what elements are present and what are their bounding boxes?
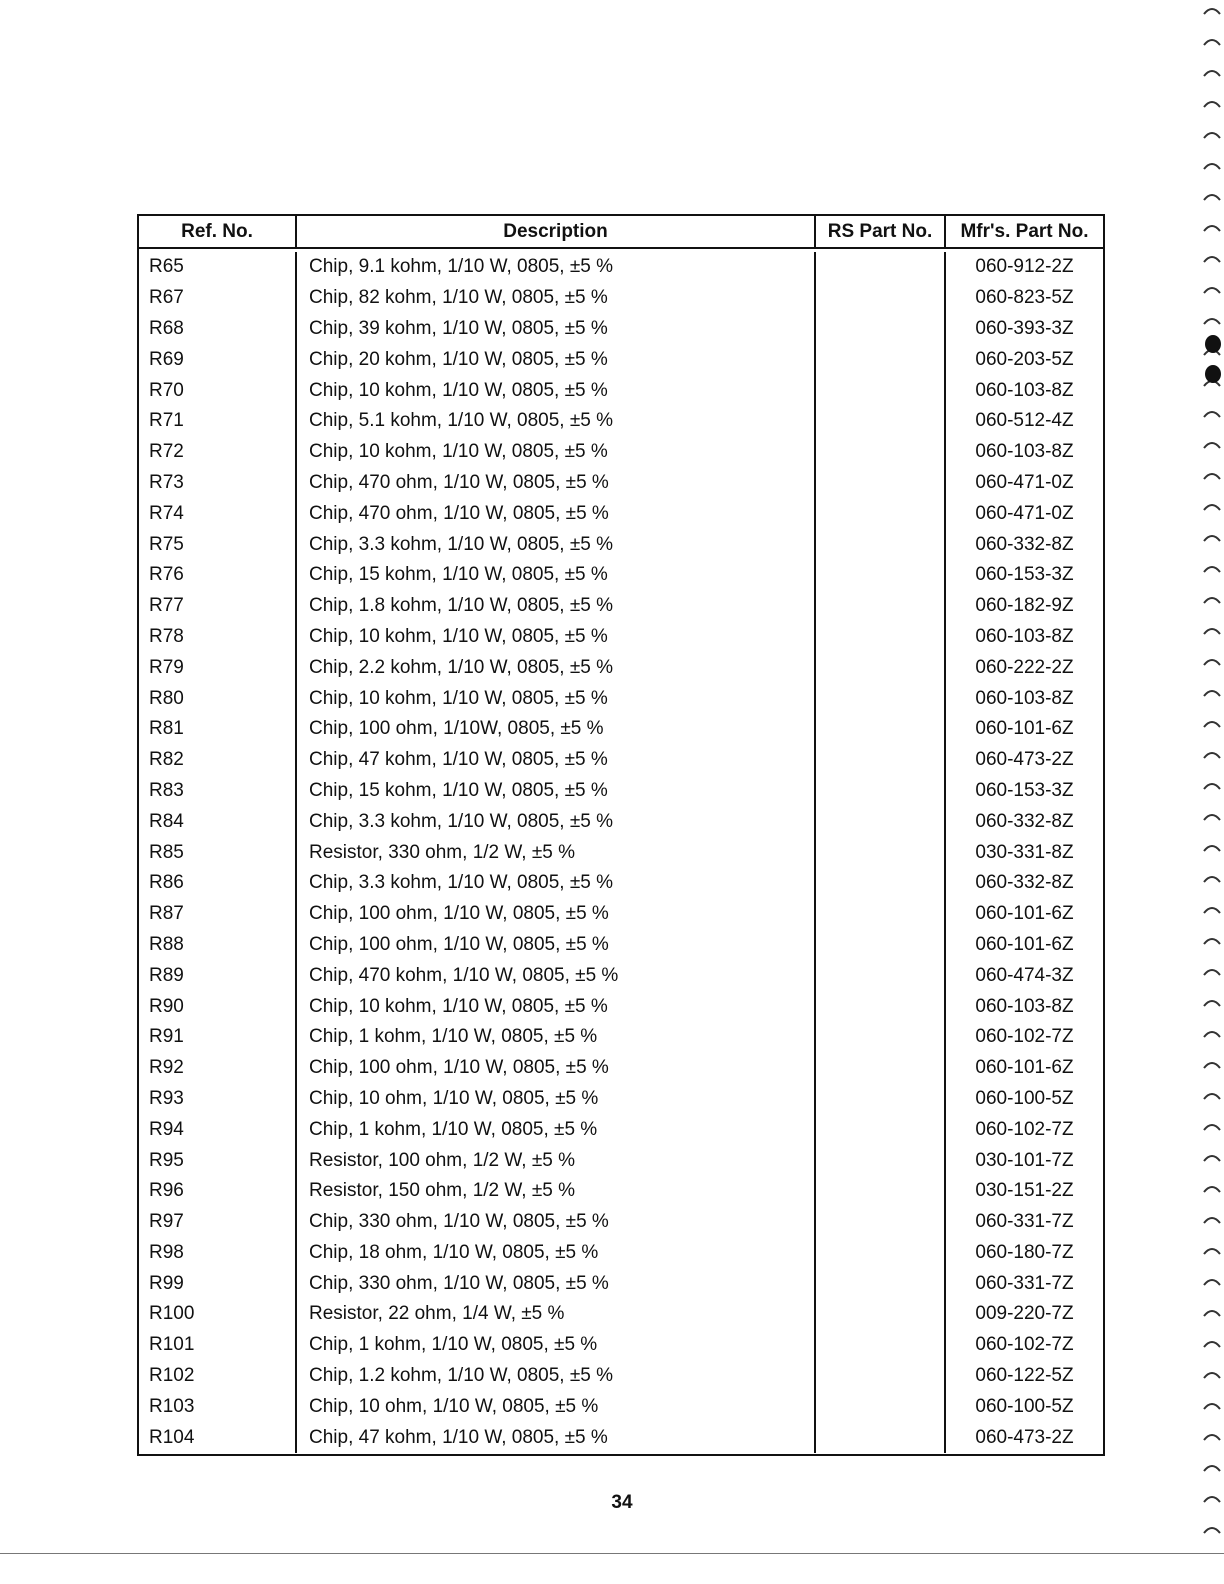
binding-arc	[1204, 877, 1220, 882]
table-row	[139, 375, 1103, 406]
binding-arc	[1204, 908, 1220, 913]
rs-part-cell	[816, 560, 946, 591]
rs-part-cell	[816, 252, 946, 283]
binding-arc	[1204, 474, 1220, 479]
table-row	[139, 283, 1103, 314]
ref-cell: R72	[139, 437, 297, 468]
ref-cell: R71	[139, 406, 297, 437]
rs-part-cell	[816, 868, 946, 899]
mfr-part-cell: 060-102-7Z	[975, 1026, 1074, 1048]
description-cell: Chip, 18 ohm, 1/10 W, 0805, ±5 %	[297, 1238, 816, 1269]
table-row	[139, 529, 1103, 560]
ref-cell: R68	[139, 314, 297, 345]
binding-arc	[1204, 1125, 1220, 1130]
ref-cell: R98	[139, 1238, 297, 1269]
mfr-part-cell: 030-331-8Z	[975, 841, 1074, 863]
mfr-part-cell: 030-151-2Z	[975, 1180, 1074, 1202]
ref-cell: R99	[139, 1268, 297, 1299]
rs-part-cell	[816, 1084, 946, 1115]
ref-cell: R90	[139, 991, 297, 1022]
rs-part-cell	[816, 776, 946, 807]
rs-part-cell	[816, 1053, 946, 1084]
mfr-part-cell: 030-101-7Z	[975, 1149, 1074, 1171]
binding-arc	[1204, 1218, 1220, 1223]
binding-arc	[1204, 1373, 1220, 1378]
mfr-part-cell: 060-393-3Z	[975, 317, 1074, 339]
binding-arc	[1204, 1435, 1220, 1440]
rs-part-cell	[816, 468, 946, 499]
ref-cell: R73	[139, 468, 297, 499]
table-row	[139, 868, 1103, 899]
mfr-part-cell: 060-100-5Z	[975, 1395, 1074, 1417]
ref-cell: R77	[139, 591, 297, 622]
rs-part-cell	[816, 837, 946, 868]
mfr-part-cell: 060-222-2Z	[975, 656, 1074, 678]
rs-part-cell	[816, 1391, 946, 1422]
description-cell: Resistor, 330 ohm, 1/2 W, ±5 %	[297, 837, 816, 868]
rs-part-cell	[816, 1145, 946, 1176]
table-row	[139, 591, 1103, 622]
rs-part-cell	[816, 1176, 946, 1207]
ref-cell: R75	[139, 529, 297, 560]
parts-list-table	[137, 214, 1105, 1456]
ref-cell: R104	[139, 1422, 297, 1453]
description-cell: Resistor, 22 ohm, 1/4 W, ±5 %	[297, 1299, 816, 1330]
binding-arc	[1204, 598, 1220, 603]
ref-cell: R95	[139, 1145, 297, 1176]
ref-cell: R101	[139, 1330, 297, 1361]
ref-cell: R93	[139, 1084, 297, 1115]
ref-cell: R85	[139, 837, 297, 868]
rs-part-cell	[816, 622, 946, 653]
ref-cell: R89	[139, 960, 297, 991]
description-cell: Chip, 15 kohm, 1/10 W, 0805, ±5 %	[297, 776, 816, 807]
rs-part-cell	[816, 1299, 946, 1330]
mfr-part-cell: 060-102-7Z	[975, 1334, 1074, 1356]
table-row	[139, 1053, 1103, 1084]
rs-part-cell	[816, 1022, 946, 1053]
mfr-part-cell: 060-471-0Z	[975, 471, 1074, 493]
binding-arc	[1204, 1032, 1220, 1037]
mfr-part-cell: 060-912-2Z	[975, 256, 1074, 278]
binding-arc	[1204, 722, 1220, 727]
binding-arc	[1204, 846, 1220, 851]
ref-cell: R97	[139, 1207, 297, 1238]
binding-arc	[1204, 1001, 1220, 1006]
ref-cell: R87	[139, 899, 297, 930]
binding-arc	[1204, 71, 1220, 76]
mfr-part-cell: 060-103-8Z	[975, 379, 1074, 401]
mfr-part-cell: 060-103-8Z	[975, 441, 1074, 463]
binding-arc	[1204, 1156, 1220, 1161]
rs-part-cell	[816, 529, 946, 560]
table-row	[139, 252, 1103, 283]
binding-arc	[1204, 1187, 1220, 1192]
header-mfr-part-no: Mfr's. Part No.	[960, 220, 1089, 242]
binding-edge-marks	[1184, 0, 1224, 1584]
binding-arc	[1204, 505, 1220, 510]
rs-part-cell	[816, 899, 946, 930]
binding-hole	[1205, 365, 1221, 383]
mfr-part-cell: 060-203-5Z	[975, 348, 1074, 370]
description-cell: Chip, 10 ohm, 1/10 W, 0805, ±5 %	[297, 1084, 816, 1115]
rs-part-cell	[816, 652, 946, 683]
description-cell: Chip, 5.1 kohm, 1/10 W, 0805, ±5 %	[297, 406, 816, 437]
ref-cell: R65	[139, 252, 297, 283]
description-cell: Chip, 9.1 kohm, 1/10 W, 0805, ±5 %	[297, 252, 816, 283]
binding-arc	[1204, 257, 1220, 262]
mfr-part-cell: 060-182-9Z	[975, 595, 1074, 617]
description-cell: Chip, 100 ohm, 1/10 W, 0805, ±5 %	[297, 899, 816, 930]
ref-cell: R94	[139, 1114, 297, 1145]
rs-part-cell	[816, 930, 946, 961]
description-cell: Chip, 470 kohm, 1/10 W, 0805, ±5 %	[297, 960, 816, 991]
binding-arc	[1204, 815, 1220, 820]
description-cell: Chip, 20 kohm, 1/10 W, 0805, ±5 %	[297, 344, 816, 375]
description-cell: Chip, 3.3 kohm, 1/10 W, 0805, ±5 %	[297, 529, 816, 560]
page-number: 34	[611, 1492, 633, 1513]
ref-cell: R91	[139, 1022, 297, 1053]
description-cell: Chip, 100 ohm, 1/10W, 0805, ±5 %	[297, 714, 816, 745]
rs-part-cell	[816, 406, 946, 437]
table-row	[139, 745, 1103, 776]
rs-part-cell	[816, 1361, 946, 1392]
mfr-part-cell: 060-332-8Z	[975, 872, 1074, 894]
ref-cell: R80	[139, 683, 297, 714]
rs-part-cell	[816, 375, 946, 406]
rs-part-cell	[816, 1268, 946, 1299]
description-cell: Chip, 1.2 kohm, 1/10 W, 0805, ±5 %	[297, 1361, 816, 1392]
table-row	[139, 406, 1103, 437]
ref-cell: R67	[139, 283, 297, 314]
table-row	[139, 560, 1103, 591]
table-row	[139, 837, 1103, 868]
mfr-part-cell: 060-101-6Z	[975, 903, 1074, 925]
description-cell: Chip, 470 ohm, 1/10 W, 0805, ±5 %	[297, 468, 816, 499]
rs-part-cell	[816, 344, 946, 375]
binding-arc	[1204, 133, 1220, 138]
ref-cell: R86	[139, 868, 297, 899]
binding-arc	[1204, 660, 1220, 665]
ref-cell: R74	[139, 498, 297, 529]
binding-arc	[1204, 1311, 1220, 1316]
binding-arc	[1204, 691, 1220, 696]
description-cell: Chip, 15 kohm, 1/10 W, 0805, ±5 %	[297, 560, 816, 591]
binding-arc	[1204, 9, 1220, 14]
description-cell: Chip, 10 ohm, 1/10 W, 0805, ±5 %	[297, 1391, 816, 1422]
ref-cell: R81	[139, 714, 297, 745]
mfr-part-cell: 060-101-6Z	[975, 718, 1074, 740]
description-cell: Resistor, 150 ohm, 1/2 W, ±5 %	[297, 1176, 816, 1207]
ref-cell: R100	[139, 1299, 297, 1330]
mfr-part-cell: 060-153-3Z	[975, 564, 1074, 586]
ref-cell: R83	[139, 776, 297, 807]
rs-part-cell	[816, 1330, 946, 1361]
rs-part-cell	[816, 1238, 946, 1269]
ref-cell: R82	[139, 745, 297, 776]
binding-arc	[1204, 412, 1220, 417]
binding-arc	[1204, 1249, 1220, 1254]
table-row	[139, 622, 1103, 653]
description-cell: Chip, 47 kohm, 1/10 W, 0805, ±5 %	[297, 745, 816, 776]
ref-cell: R84	[139, 806, 297, 837]
table-row	[139, 498, 1103, 529]
description-cell: Chip, 470 ohm, 1/10 W, 0805, ±5 %	[297, 498, 816, 529]
ref-cell: R102	[139, 1361, 297, 1392]
description-cell: Chip, 1.8 kohm, 1/10 W, 0805, ±5 %	[297, 591, 816, 622]
binding-arc	[1204, 1280, 1220, 1285]
table-row	[139, 314, 1103, 345]
ref-cell: R88	[139, 930, 297, 961]
rs-part-cell	[816, 991, 946, 1022]
rs-part-cell	[816, 714, 946, 745]
table-row	[139, 1022, 1103, 1053]
table-header-row	[139, 216, 1103, 249]
table-row	[139, 1330, 1103, 1361]
mfr-part-cell: 060-180-7Z	[975, 1241, 1074, 1263]
table-row	[139, 1238, 1103, 1269]
ref-cell: R70	[139, 375, 297, 406]
table-row	[139, 1361, 1103, 1392]
table-row	[139, 899, 1103, 930]
binding-arc	[1204, 1466, 1220, 1471]
binding-arc	[1204, 1342, 1220, 1347]
description-cell: Chip, 39 kohm, 1/10 W, 0805, ±5 %	[297, 314, 816, 345]
description-cell: Chip, 1 kohm, 1/10 W, 0805, ±5 %	[297, 1114, 816, 1145]
description-cell: Chip, 3.3 kohm, 1/10 W, 0805, ±5 %	[297, 868, 816, 899]
mfr-part-cell: 060-101-6Z	[975, 1057, 1074, 1079]
binding-arc	[1204, 443, 1220, 448]
description-cell: Chip, 100 ohm, 1/10 W, 0805, ±5 %	[297, 1053, 816, 1084]
ref-cell: R92	[139, 1053, 297, 1084]
description-cell: Chip, 47 kohm, 1/10 W, 0805, ±5 %	[297, 1422, 816, 1453]
binding-arc	[1204, 1404, 1220, 1409]
description-cell: Chip, 330 ohm, 1/10 W, 0805, ±5 %	[297, 1268, 816, 1299]
table-row	[139, 1084, 1103, 1115]
table-body	[139, 249, 1103, 1454]
table-row	[139, 1207, 1103, 1238]
binding-arc	[1204, 1528, 1220, 1533]
bottom-rule	[0, 1553, 1224, 1554]
table-row	[139, 468, 1103, 499]
binding-arc	[1204, 970, 1220, 975]
description-cell: Chip, 330 ohm, 1/10 W, 0805, ±5 %	[297, 1207, 816, 1238]
rs-part-cell	[816, 683, 946, 714]
binding-arc	[1204, 226, 1220, 231]
table-row	[139, 437, 1103, 468]
mfr-part-cell: 060-103-8Z	[975, 995, 1074, 1017]
mfr-part-cell: 060-102-7Z	[975, 1118, 1074, 1140]
table-row	[139, 1391, 1103, 1422]
description-cell: Chip, 100 ohm, 1/10 W, 0805, ±5 %	[297, 930, 816, 961]
binding-arc	[1204, 629, 1220, 634]
mfr-part-cell: 060-473-2Z	[975, 749, 1074, 771]
ref-cell: R96	[139, 1176, 297, 1207]
header-rs-part-no: RS Part No.	[816, 216, 946, 247]
table-row	[139, 652, 1103, 683]
ref-cell: R103	[139, 1391, 297, 1422]
mfr-part-cell: 060-332-8Z	[975, 533, 1074, 555]
binding-arc	[1204, 1063, 1220, 1068]
description-cell: Chip, 1 kohm, 1/10 W, 0805, ±5 %	[297, 1330, 816, 1361]
binding-arc	[1204, 567, 1220, 572]
mfr-part-cell: 060-471-0Z	[975, 502, 1074, 524]
description-cell: Chip, 10 kohm, 1/10 W, 0805, ±5 %	[297, 375, 816, 406]
description-cell: Chip, 10 kohm, 1/10 W, 0805, ±5 %	[297, 622, 816, 653]
table-row	[139, 960, 1103, 991]
binding-arc	[1204, 319, 1220, 324]
mfr-part-cell: 060-473-2Z	[975, 1426, 1074, 1448]
header-description: Description	[297, 216, 816, 247]
description-cell: Resistor, 100 ohm, 1/2 W, ±5 %	[297, 1145, 816, 1176]
binding-arc	[1204, 939, 1220, 944]
binding-arc	[1204, 1094, 1220, 1099]
header-ref-no: Ref. No.	[139, 216, 297, 247]
binding-arc	[1204, 164, 1220, 169]
table-row	[139, 806, 1103, 837]
description-cell: Chip, 10 kohm, 1/10 W, 0805, ±5 %	[297, 683, 816, 714]
binding-hole	[1205, 335, 1221, 353]
binding-arc	[1204, 536, 1220, 541]
description-cell: Chip, 3.3 kohm, 1/10 W, 0805, ±5 %	[297, 806, 816, 837]
rs-part-cell	[816, 498, 946, 529]
table-row	[139, 930, 1103, 961]
ref-cell: R76	[139, 560, 297, 591]
mfr-part-cell: 060-474-3Z	[975, 964, 1074, 986]
rs-part-cell	[816, 1207, 946, 1238]
description-cell: Chip, 10 kohm, 1/10 W, 0805, ±5 %	[297, 437, 816, 468]
rs-part-cell	[816, 960, 946, 991]
table-row	[139, 1145, 1103, 1176]
mfr-part-cell: 060-100-5Z	[975, 1087, 1074, 1109]
mfr-part-cell: 060-101-6Z	[975, 933, 1074, 955]
table-row	[139, 1268, 1103, 1299]
table-row	[139, 1299, 1103, 1330]
description-cell: Chip, 1 kohm, 1/10 W, 0805, ±5 %	[297, 1022, 816, 1053]
binding-arc	[1204, 1497, 1220, 1502]
mfr-part-cell: 060-823-5Z	[975, 287, 1074, 309]
mfr-part-cell: 009-220-7Z	[975, 1303, 1074, 1325]
binding-arc	[1204, 102, 1220, 107]
table-row	[139, 1114, 1103, 1145]
description-cell: Chip, 10 kohm, 1/10 W, 0805, ±5 %	[297, 991, 816, 1022]
table-row	[139, 714, 1103, 745]
mfr-part-cell: 060-332-8Z	[975, 810, 1074, 832]
mfr-part-cell: 060-331-7Z	[975, 1272, 1074, 1294]
mfr-part-cell: 060-103-8Z	[975, 625, 1074, 647]
rs-part-cell	[816, 1422, 946, 1453]
mfr-part-cell: 060-331-7Z	[975, 1211, 1074, 1233]
mfr-part-cell: 060-512-4Z	[975, 410, 1074, 432]
description-cell: Chip, 82 kohm, 1/10 W, 0805, ±5 %	[297, 283, 816, 314]
mfr-part-cell: 060-153-3Z	[975, 779, 1074, 801]
binding-arc	[1204, 753, 1220, 758]
rs-part-cell	[816, 437, 946, 468]
mfr-part-cell: 060-122-5Z	[975, 1365, 1074, 1387]
table-row	[139, 1176, 1103, 1207]
binding-arc	[1204, 784, 1220, 789]
rs-part-cell	[816, 283, 946, 314]
table-row	[139, 683, 1103, 714]
ref-cell: R69	[139, 344, 297, 375]
binding-arc	[1204, 195, 1220, 200]
binding-arc	[1204, 288, 1220, 293]
table-row	[139, 776, 1103, 807]
description-cell: Chip, 2.2 kohm, 1/10 W, 0805, ±5 %	[297, 652, 816, 683]
rs-part-cell	[816, 806, 946, 837]
rs-part-cell	[816, 1114, 946, 1145]
binding-arc	[1204, 40, 1220, 45]
ref-cell: R79	[139, 652, 297, 683]
table-row	[139, 991, 1103, 1022]
mfr-part-cell: 060-103-8Z	[975, 687, 1074, 709]
ref-cell: R78	[139, 622, 297, 653]
rs-part-cell	[816, 314, 946, 345]
table-row	[139, 344, 1103, 375]
table-row	[139, 1422, 1103, 1453]
rs-part-cell	[816, 591, 946, 622]
rs-part-cell	[816, 745, 946, 776]
